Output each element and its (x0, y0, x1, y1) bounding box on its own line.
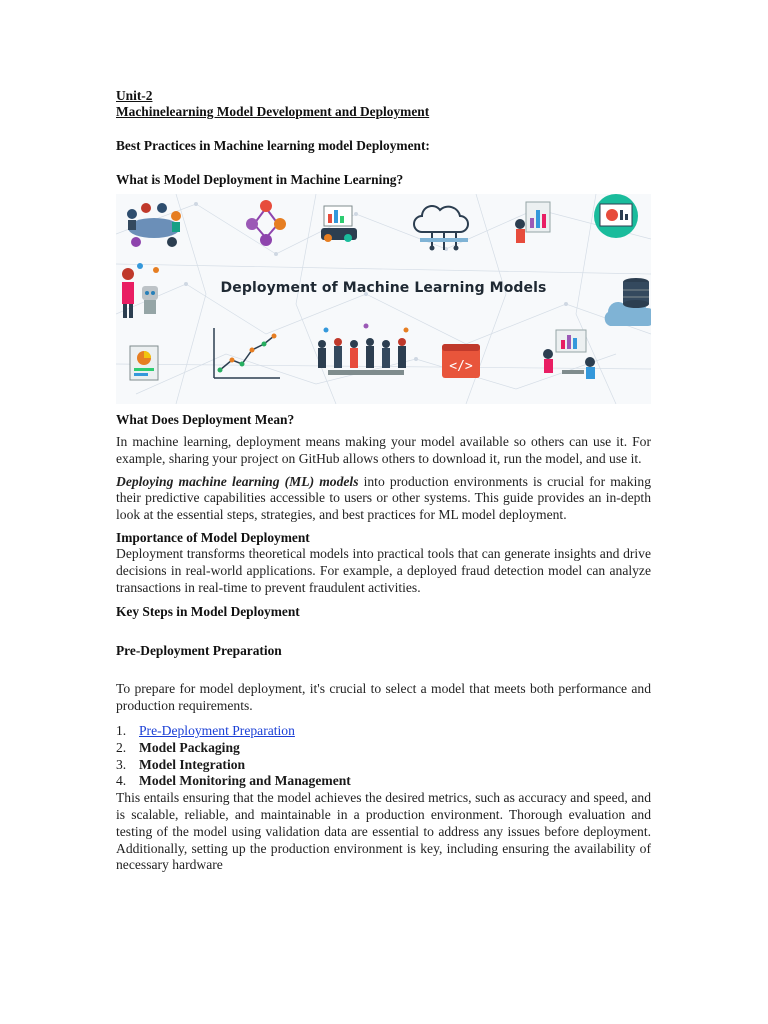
list-item (116, 773, 651, 790)
team-meeting-icon (127, 203, 181, 247)
importance-paragraph: Deployment transforms theoretical models into practical tools that can generate insights and drive decisions in real-world applications. For example, a deployed fraud detection model can analyze transactions in real-time to prevent fraudulent activities. (116, 545, 651, 595)
cloud-circuit-icon (414, 206, 468, 251)
list-number: 4. (116, 773, 127, 789)
what-does-heading: What Does Deployment Mean? (116, 412, 295, 427)
svg-text:</>: </> (449, 359, 473, 374)
document-page (116, 88, 651, 874)
analytics-person-icon (515, 202, 550, 243)
what-does-paragraph: In machine learning, deployment means making your model available so others can use it. For example, sharing your project on GitHub allows others to download it, run the model, and use it. (116, 434, 651, 466)
presentation-icon (321, 206, 357, 242)
monitor-chart-icon (594, 194, 638, 238)
business-team-icon (318, 324, 409, 376)
pre-deployment-heading: Pre-Deployment Preparation (116, 643, 282, 659)
list-item (116, 740, 651, 757)
deploying-text: into production environments is crucial for making their predictive capabilities accessible to users or other systems. This guide provides an in-depth look at the essential steps, strategies, and best practices for ML model deployment. (116, 473, 651, 523)
list-label: Model Packaging (139, 739, 240, 755)
list-item (116, 723, 651, 740)
list-number: 2. (116, 739, 127, 755)
entails-paragraph: This entails ensuring that the model achieves the desired metrics, such as accuracy and speed, and is scalable, reliable, and maintainable in a production environment. Thorough evaluation and testing of the model using validation data are essential to address any issues before deployment. Additionally, setting up the production environment is key, including ensuring the availability of necessary hardware (116, 790, 651, 873)
best-practices-heading: Best Practices in Machine learning model Deployment: (116, 138, 430, 153)
list-label: Model Integration (139, 756, 246, 772)
pre-deployment-link[interactable]: Pre-Deployment Preparation (139, 722, 295, 738)
unit-label: Unit-2 (116, 88, 153, 103)
line-graph-icon (214, 328, 280, 378)
course-title: Machinelearning Model Development and Deployment (116, 104, 430, 119)
banner-title: Deployment of Machine Learning Models (220, 280, 547, 296)
what-is-heading: What is Model Deployment in Machine Learning? (116, 172, 404, 187)
key-steps-heading: Key Steps in Model Deployment (116, 604, 300, 620)
deploying-paragraph (116, 474, 651, 524)
importance-heading: Importance of Model Deployment (116, 529, 310, 545)
steps-list (116, 723, 651, 790)
list-label: Model Monitoring and Management (139, 773, 351, 789)
pre-deployment-paragraph: To prepare for model deployment, it's crucial to select a model that meets both performance and production requirements. (116, 681, 651, 714)
list-item (116, 757, 651, 774)
people-working-icon (543, 330, 595, 379)
code-window-icon (442, 344, 480, 378)
deployment-banner-image (116, 194, 651, 404)
deploying-emphasis: Deploying machine learning (ML) models (116, 473, 359, 489)
banner-graphic (116, 194, 651, 404)
report-icon (130, 346, 158, 380)
list-number: 1. (116, 722, 127, 738)
list-number: 3. (116, 756, 127, 772)
